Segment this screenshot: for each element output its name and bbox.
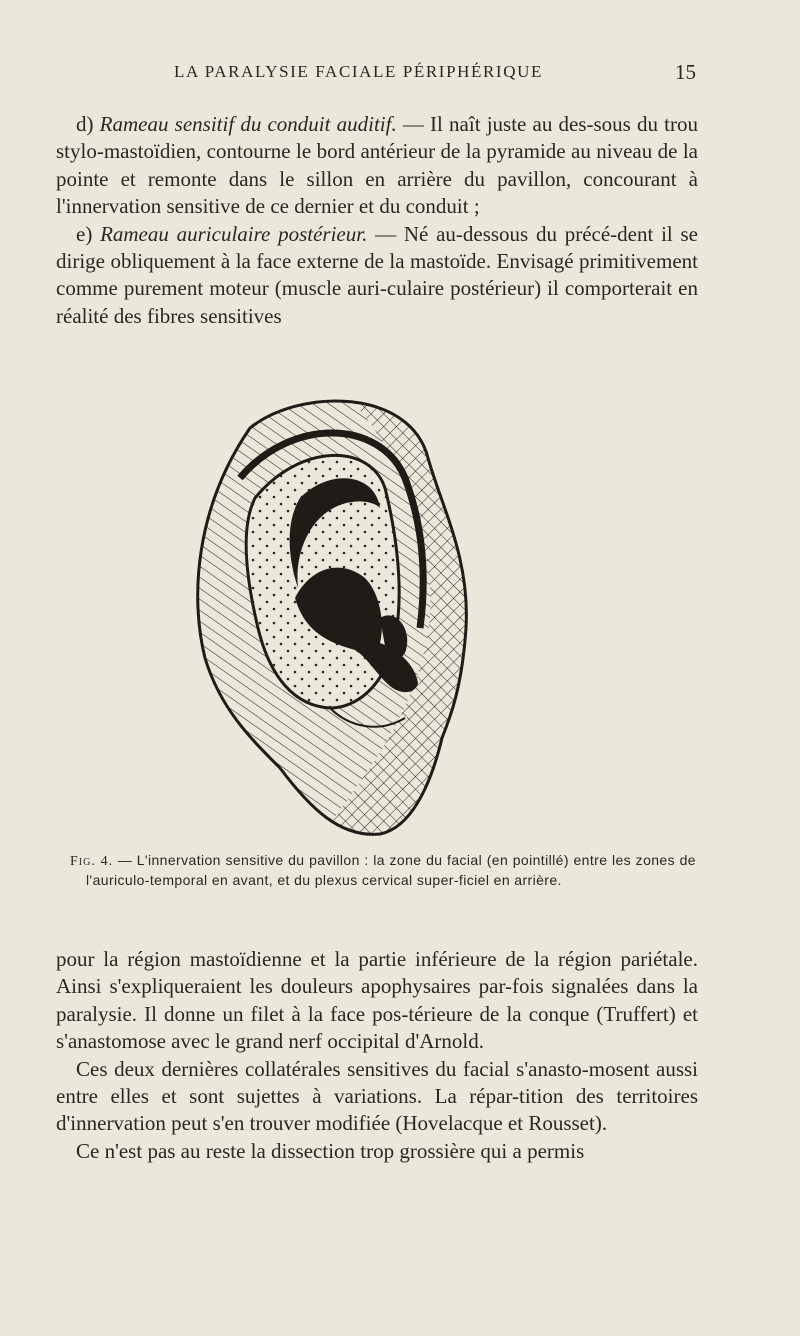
paragraph-rameau-auriculaire: e) Rameau auriculaire postérieur. — Né au-dessous du précé-dent il se dirige obliquement à la face externe de la mastoïde. Envisagé primitivement comme purement moteur (muscle auri-culaire postérieur) il comporterait en réalité des fibres sensitives [56, 221, 698, 328]
paragraph-rameau-conduit: d) Rameau sensitif du conduit auditif. — Il naît juste au des-sous du trou stylo-mastoïdien, contourne le bord antérieur de la pyramide au niveau de la pointe et remonte dans le sillon en arrière du pavillon, concourant à l'innervation sensitive de ce dernier et du conduit ; [56, 112, 699, 219]
ear-innervation-figure [180, 388, 480, 838]
heading-rameau-auriculaire: Rameau auriculaire postérieur. [100, 221, 368, 246]
caption-text: — L'innervation sensitive du pavillon : la zone du facial (en pointillé) entre les zones de l'auriculo-temporal en avant, et du plexus cervical super-ficiel en arrière. [86, 852, 696, 888]
figure-caption [70, 851, 696, 890]
figure-label: Fig. 4. [70, 854, 114, 869]
paragraph-region-mastoidienne: pour la région mastoïdienne et la partie inférieure de la région pariétale. Ainsi s'expliqueraient les douleurs apophysaires par-fois signalées dans la paralysie. Il donne un filet à la face pos-térieure de la conque (Truffert) et s'anastomose avec le grand nerf occipital d'Arnold. [56, 947, 698, 1054]
text-block-bottom [56, 946, 698, 1165]
paragraph-collaterales: Ces deux dernières collatérales sensitives du facial s'anasto-mosent aussi entre elles et sont sujettes à variations. La répar-tition des territoires d'innervation peut s'en trouver modifiée (Hovelacque et Rousset). [56, 1056, 698, 1136]
page-number: 15 [675, 60, 696, 84]
running-title: LA PARALYSIE FACIALE PÉRIPHÉRIQUE [174, 62, 543, 81]
heading-rameau-conduit: Rameau sensitif du conduit auditif. [99, 112, 397, 136]
paragraph-dissection: Ce n'est pas au reste la dissection trop grossière qui a permis [76, 1138, 585, 1163]
text-block-top [56, 111, 698, 330]
